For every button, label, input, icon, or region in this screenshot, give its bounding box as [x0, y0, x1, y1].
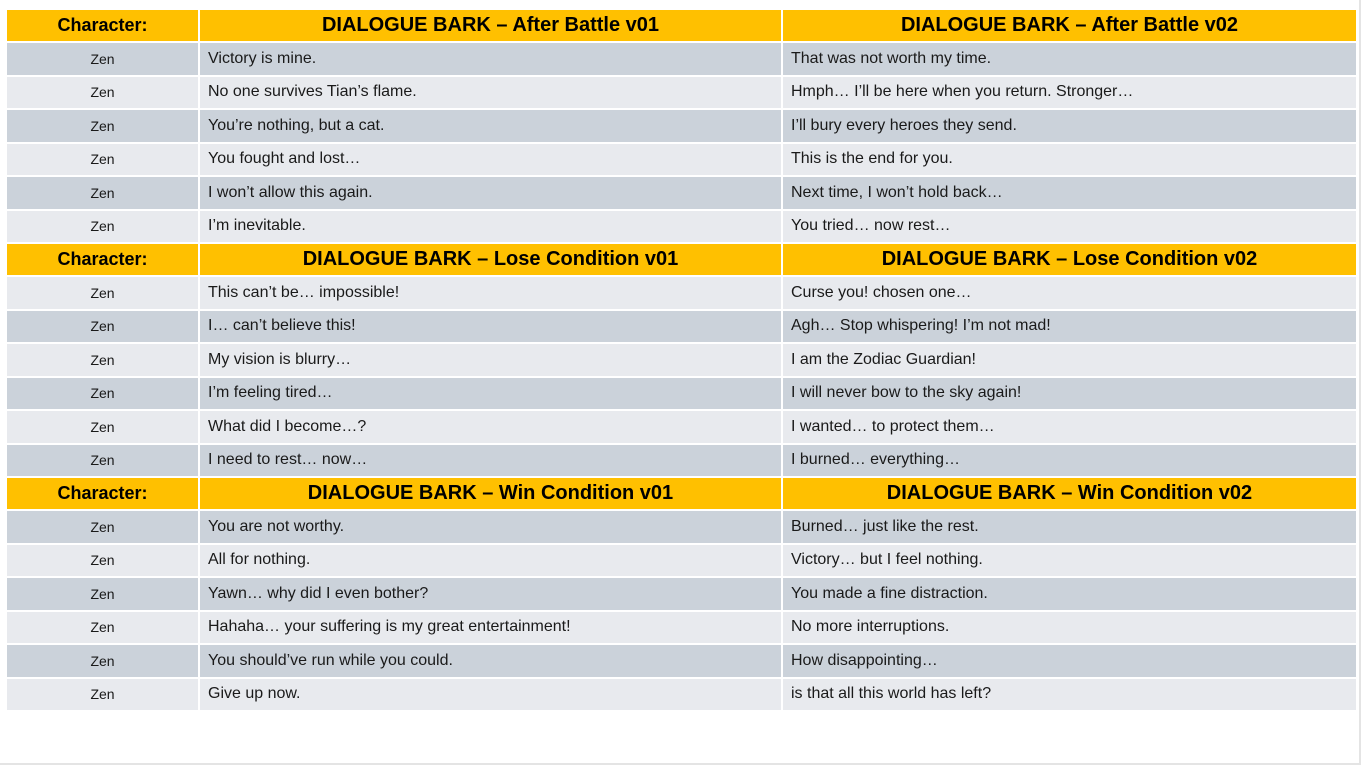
- table-row: [6, 510, 1357, 544]
- character-name: Zen: [6, 678, 199, 712]
- table-row: [6, 644, 1357, 678]
- bark-v01: This can’t be… impossible!: [199, 276, 782, 310]
- bark-v01: Give up now.: [199, 678, 782, 712]
- character-name: Zen: [6, 343, 199, 377]
- bark-v01: What did I become…?: [199, 410, 782, 444]
- bark-v01: I won’t allow this again.: [199, 176, 782, 210]
- bark-v01: You’re nothing, but a cat.: [199, 109, 782, 143]
- table-row: [6, 611, 1357, 645]
- table-row: [6, 276, 1357, 310]
- bark-v02: I’ll bury every heroes they send.: [782, 109, 1357, 143]
- character-column-header: Character:: [6, 9, 199, 42]
- character-column-header: Character:: [6, 477, 199, 510]
- win-condition-v02-header: DIALOGUE BARK – Win Condition v02: [782, 477, 1357, 510]
- bark-v02: is that all this world has left?: [782, 678, 1357, 712]
- bark-v01: You fought and lost…: [199, 143, 782, 177]
- bark-v01: No one survives Tian’s flame.: [199, 76, 782, 110]
- section-header-lose-condition: [6, 243, 1357, 276]
- bark-v02: How disappointing…: [782, 644, 1357, 678]
- bark-v01: Yawn… why did I even bother?: [199, 577, 782, 611]
- bark-v02: No more interruptions.: [782, 611, 1357, 645]
- character-name: Zen: [6, 444, 199, 478]
- table-row: [6, 577, 1357, 611]
- bark-v01: My vision is blurry…: [199, 343, 782, 377]
- table-row: [6, 310, 1357, 344]
- bark-v02: Hmph… I’ll be here when you return. Stronger…: [782, 76, 1357, 110]
- bark-v01: I’m feeling tired…: [199, 377, 782, 411]
- bark-v02: I am the Zodiac Guardian!: [782, 343, 1357, 377]
- bark-v02: I will never bow to the sky again!: [782, 377, 1357, 411]
- character-name: Zen: [6, 143, 199, 177]
- bark-v02: That was not worth my time.: [782, 42, 1357, 76]
- dialogue-bark-table: [5, 8, 1358, 712]
- table-row: [6, 210, 1357, 244]
- character-name: Zen: [6, 42, 199, 76]
- table-row: [6, 444, 1357, 478]
- character-name: Zen: [6, 611, 199, 645]
- character-name: Zen: [6, 377, 199, 411]
- character-name: Zen: [6, 310, 199, 344]
- table-row: [6, 410, 1357, 444]
- bark-v01: Hahaha… your suffering is my great entertainment!: [199, 611, 782, 645]
- bark-v02: Curse you! chosen one…: [782, 276, 1357, 310]
- table-row: [6, 377, 1357, 411]
- after-battle-v02-header: DIALOGUE BARK – After Battle v02: [782, 9, 1357, 42]
- character-name: Zen: [6, 210, 199, 244]
- character-name: Zen: [6, 109, 199, 143]
- character-name: Zen: [6, 644, 199, 678]
- lose-condition-v01-header: DIALOGUE BARK – Lose Condition v01: [199, 243, 782, 276]
- character-name: Zen: [6, 176, 199, 210]
- table-row: [6, 76, 1357, 110]
- table-row: [6, 544, 1357, 578]
- bark-v01: I… can’t believe this!: [199, 310, 782, 344]
- bark-v02: Agh… Stop whispering! I’m not mad!: [782, 310, 1357, 344]
- bark-v01: All for nothing.: [199, 544, 782, 578]
- table-row: [6, 343, 1357, 377]
- bark-v01: I’m inevitable.: [199, 210, 782, 244]
- bark-v02: You made a fine distraction.: [782, 577, 1357, 611]
- character-name: Zen: [6, 76, 199, 110]
- bark-v02: I burned… everything…: [782, 444, 1357, 478]
- table-row: [6, 176, 1357, 210]
- section-header-win-condition: [6, 477, 1357, 510]
- table-row: [6, 109, 1357, 143]
- section-header-after-battle: [6, 9, 1357, 42]
- lose-condition-v02-header: DIALOGUE BARK – Lose Condition v02: [782, 243, 1357, 276]
- character-name: Zen: [6, 276, 199, 310]
- bark-v02: I wanted… to protect them…: [782, 410, 1357, 444]
- table-row: [6, 678, 1357, 712]
- bark-v02: Next time, I won’t hold back…: [782, 176, 1357, 210]
- table-row: [6, 42, 1357, 76]
- bark-v01: Victory is mine.: [199, 42, 782, 76]
- character-column-header: Character:: [6, 243, 199, 276]
- bark-v02: Victory… but I feel nothing.: [782, 544, 1357, 578]
- character-name: Zen: [6, 410, 199, 444]
- win-condition-v01-header: DIALOGUE BARK – Win Condition v01: [199, 477, 782, 510]
- after-battle-v01-header: DIALOGUE BARK – After Battle v01: [199, 9, 782, 42]
- character-name: Zen: [6, 577, 199, 611]
- bark-v01: I need to rest… now…: [199, 444, 782, 478]
- character-name: Zen: [6, 544, 199, 578]
- character-name: Zen: [6, 510, 199, 544]
- bark-v02: Burned… just like the rest.: [782, 510, 1357, 544]
- bark-v01: You are not worthy.: [199, 510, 782, 544]
- table-row: [6, 143, 1357, 177]
- bark-v01: You should’ve run while you could.: [199, 644, 782, 678]
- bark-v02: This is the end for you.: [782, 143, 1357, 177]
- bark-v02: You tried… now rest…: [782, 210, 1357, 244]
